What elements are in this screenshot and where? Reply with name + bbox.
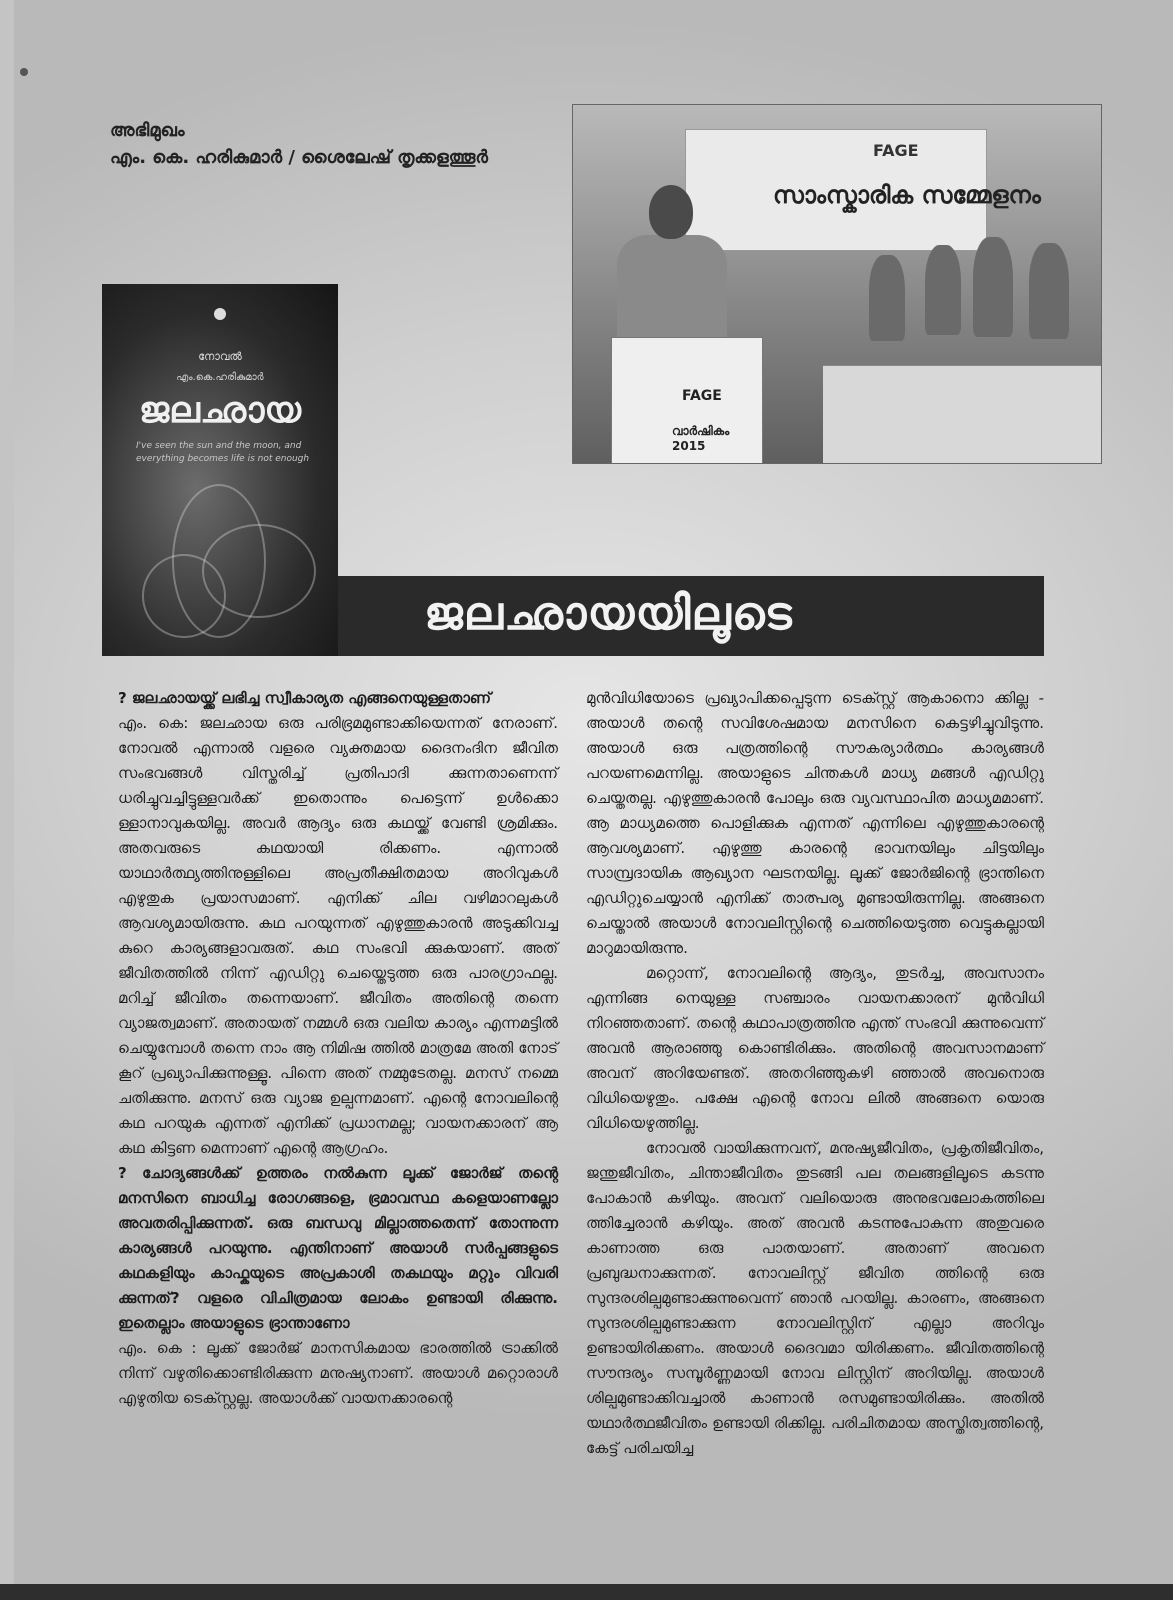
answer: എം. കെ : ലൂക്ക് ജോർജ് മാനസികമായ ഭാരത്തിൽ ട്രാക്കിൽ നിന്ന് വഴുതിക്കൊണ്ടിരിക്കുന്ന മനുഷ്യനാണ്. അയാൾ മറ്റൊരാൾ എഴുതിയ ടെക്സ്റ്റല്ല. അയാൾക്ക് വായനക്കാരന്റെ (118, 1339, 558, 1407)
right-column (586, 686, 1044, 1461)
answer: എം. കെ: ജലഛായ ഒരു പരിഭ്രമമുണ്ടാക്കിയെന്നത് നേരാണ്. നോവൽ എന്നാൽ വളരെ വ്യക്തമായ ദൈനംദിന ജീവിത സംഭവങ്ങൾ വിസ്തരിച്ച് പ്രതിപാദി ക്കുന്നതാണെന്ന് ധരിച്ചുവച്ചിട്ടുള്ളവർക്ക് ഇതൊന്നും പെട്ടെന്ന് ഉൾക്കൊ ള്ളാനാവുകയില്ല. അവർ ആദ്യം ഒരു കഥയ്ക്ക് വേണ്ടി ശ്രമിക്കും. അതവരുടെ കഥയായി രിക്കണം. എന്നാൽ യാഥാർത്ഥ്യത്തിനുള്ളിലെ അപ്രതീക്ഷിതമായ അറിവുകൾ എഴുതുക പ്രയാസമാണ്. എനിക്ക് ചില വഴിമാറലുകൾ ആവശ്യമായിരുന്നു. കഥ പറയുന്നത് എഴുത്തുകാരൻ അടുക്കിവച്ച കുറെ കാര്യങ്ങളാവരുത്. കഥ സംഭവി ക്കുകയാണ്. അത് ജീവിതത്തിൽ നിന്ന് എഡിറ്റു ചെയ്തെടുത്ത ഒരു പാരഗ്രാഫല്ല. മറിച്ച് ജീവിതം തന്നെയാണ്. ജീവിതം അതിന്റെ തന്നെ വ്യാജത്വമാണ്. അതായത് നമ്മൾ ഒരു വലിയ കാര്യം എന്നമട്ടിൽ ചെയ്യുമ്പോൾ തന്നെ നാം ആ നിമിഷ ത്തിൽ മാത്രമേ അതി നോട് കൂറ് പ്രഖ്യാപിക്കുന്നുള്ളൂ. പിന്നെ അത് നമ്മുടേതല്ല. മനസ് നമ്മെ ചതിക്കുന്നു. മനസ് ഒരു വ്യാജ ഉല്പന്നമാണ്. എന്റെ നോവലിന്റെ കഥ പറയുക എന്നത് എനിക്ക് പ്രധാനമല്ല; വായനക്കാരന് ആ കഥ കിട്ടണ മെന്നാണ് എന്റെ ആഗ്രഹം. (118, 714, 558, 1157)
answer-continued: മുൻവിധിയോടെ പ്രഖ്യാപിക്കപ്പെടുന്ന ടെക്സ്റ്റ് ആകാനൊ ക്കില്ല - അയാൾ തന്റെ സവിശേഷമായ മനസിനെ കെട്ടഴിച്ചുവിടുന്നു. അയാൾ ഒരു പത്രത്തിന്റെ സൗകര്യാർത്ഥം കാര്യങ്ങൾ പറയണമെന്നില്ല. അയാളുടെ ചിന്തകൾ മാധ്യ മങ്ങൾ എഡിറ്റു ചെയ്തതല്ല. എഴുത്തുകാരൻ പോലും ഒരു വ്യവസ്ഥാപിത മാധ്യമമാണ്. ആ മാധ്യമത്തെ പൊളിക്കുക എന്നത് എന്നിലെ എഴുത്തുകാരന്റെ ആവശ്യമാണ്. എഴുത്തു കാരന്റെ ഭാവനയിലും ചിട്ടയിലും സാമ്പ്രദായിക ആഖ്യാന ഘടനയില്ല. ലൂക്ക് ജോർജിന്റെ ഭ്രാന്തിനെ എഡിറ്റുചെയ്യാൻ എനിക്ക് താത്പര്യ മുണ്ടായിരുന്നില്ല. അങ്ങനെ ചെയ്താൽ അയാൾ നോവലിസ്റ്റിന്റെ ചെത്തിയെടുത്ത വെട്ടുകല്ലായി മാറുമായിരുന്നു. (586, 689, 1044, 957)
paragraph: നോവൽ വായിക്കുന്നവന്, മനുഷ്യജീവിതം, പ്രകൃതിജീവിതം, ജന്തുജീവിതം, ചിന്താജീവിതം തുടങ്ങി പല തലങ്ങളിലൂടെ കടന്നു പോകാൻ കഴിയും. അവന് വലിയൊരു അനുഭവലോകത്തിലെ ത്തിച്ചേരാൻ കഴിയും. അത് അവൻ കടന്നുപോകുന്ന അതുവരെ കാണാത്ത ഒരു പാതയാണ്. അതാണ് അവനെ പ്രബുദ്ധനാക്കുന്നത്. നോവലിസ്റ്റ് ജീവിത ത്തിന്റെ ഒരു സുന്ദരശില്പമുണ്ടാക്കുന്നുവെന്ന് ഞാൻ പറയില്ല. കാരണം, അങ്ങനെ സുന്ദരശില്പമുണ്ടാക്കുന്ന നോവലിസ്റ്റിന് എല്ലാ അറിവും ഉണ്ടായിരിക്കണം. അയാൾ ദൈവമാ യിരിക്കണം. ജീവിതത്തിന്റെ സൗന്ദര്യം സമ്പൂർണ്ണമായി നോവ ലിസ്റ്റിന് അറിയില്ല. അയാൾ ശില്പമുണ്ടാക്കിവച്ചാൽ കാണാൻ രസമുണ്ടായിരിക്കും. അതിൽ യഥാർത്ഥജീവിതം ഉണ്ടായി രിക്കില്ല. പരിചിതമായ അസ്തിത്വത്തിന്റെ, കേട്ട് പരിചയിച്ച (586, 1139, 1044, 1457)
event-photo (572, 104, 1102, 464)
banner-title: സാംസ്കാരിക സമ്മേളനം (773, 181, 1041, 209)
book-author: എം.കെ.ഹരികുമാർ (176, 372, 264, 383)
speaker-head (649, 185, 693, 239)
headline: ജലഛായയിലൂടെ (424, 586, 793, 640)
guest-figure (1029, 243, 1069, 339)
publisher-logo-icon (214, 308, 226, 320)
guest-figure (973, 237, 1013, 337)
dais-table (823, 365, 1101, 464)
section-label: അഭിമുഖം (110, 120, 185, 141)
question: ? ജലഛായയ്ക്ക് ലഭിച്ച സ്വീകാര്യത എങ്ങനെയുള്ളതാണ് (118, 689, 492, 707)
paragraph: മറ്റൊന്ന്, നോവലിന്റെ ആദ്യം, തുടർച്ച, അവസാനം എന്നിങ്ങ നെയുള്ള സഞ്ചാരം വായനക്കാരന് മുൻവിധി നിറഞ്ഞതാണ്. തന്റെ കഥാപാത്രത്തിനു എന്ത് സംഭവി ക്കുന്നുവെന്ന് അവൻ ആരാഞ്ഞു കൊണ്ടിരിക്കും. അതിന്റെ അവസാനമാണ് അവന് അറിയേണ്ടത്. അതറിഞ്ഞുകഴി ഞ്ഞാൽ അവനൊരു വിധിയെഴുതും. പക്ഷേ എന്റെ നോവ ലിൽ അങ്ങനെ യൊരു വിധിയെഴുത്തില്ല. (586, 964, 1044, 1132)
banner-fage: FAGE (873, 141, 919, 160)
guest-figure (925, 245, 961, 335)
book-genre: നോവൽ (198, 350, 242, 363)
book-cover (102, 284, 338, 656)
page-edge (0, 0, 14, 1600)
podium-poster-title: FAGE (682, 388, 722, 404)
question: ? ചോദ്യങ്ങൾക്ക് ഉത്തരം നൽകുന്ന ലൂക്ക് ജോർജ് തന്റെ മനസിനെ ബാധിച്ച രോഗങ്ങളെ, ഭ്രമാവസ്ഥ കളെയാണല്ലോ അവതരിപ്പിക്കുന്നത്. ഒരു ബന്ധവു മില്ലാത്തതെന്ന് തോന്നുന്ന കാര്യങ്ങൾ പറയുന്നു. എന്തിനാണ് അയാൾ സർപ്പങ്ങളുടെ കഥകളിയും കാഫ്കയുടെ അപ്രകാശി തകഥയും മറ്റും വിവരി ക്കുന്നത്? വളരെ വിചിത്രമായ ലോകം ഉണ്ടായി രിക്കുന്നു. ഇതെല്ലാം അയാളുടെ ഭ്രാന്താണോ (118, 1164, 558, 1332)
book-title: ജലഛായ (138, 390, 302, 431)
book-quote: I've seen the sun and the moon, and everything becomes life is not enough (136, 441, 310, 464)
bottom-edge (0, 1584, 1173, 1600)
podium-poster-subtitle: വാർഷികം 2015 (672, 424, 730, 453)
left-column (118, 686, 558, 1411)
headline-bar (338, 576, 1044, 656)
podium-poster (611, 337, 763, 464)
corner-dot (20, 68, 28, 76)
byline: എം. കെ. ഹരികുമാർ / ശൈലേഷ് തൃക്കളത്തൂർ (110, 147, 488, 168)
guest-figure (869, 255, 905, 341)
article-header (110, 120, 570, 168)
smoke-swirl (142, 554, 226, 638)
